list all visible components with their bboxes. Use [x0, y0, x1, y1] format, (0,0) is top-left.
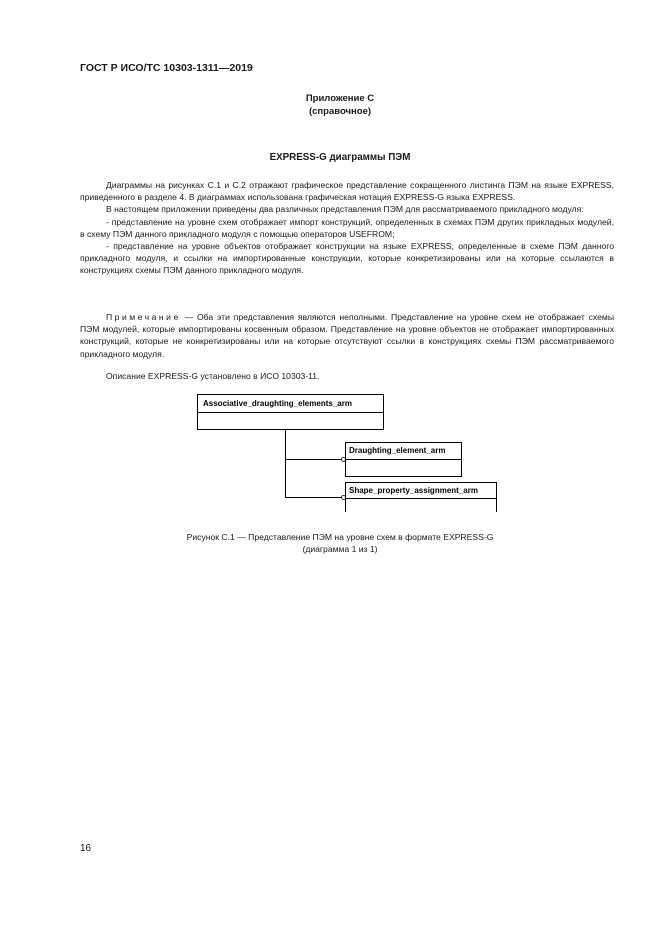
figure-caption — [60, 531, 620, 555]
section-title: EXPRESS-G диаграммы ПЭМ — [269, 152, 411, 163]
description-paragraph — [80, 370, 614, 382]
figure-caption-line2: (диаграмма 1 из 1) — [302, 544, 378, 554]
note — [80, 311, 614, 360]
connector-end-circle-1 — [342, 458, 346, 462]
paragraph-2: В настоящем приложении приведены два различных представления ПЭМ для рассматриваемого прикладного модуля: — [106, 204, 584, 215]
page-number: 16 — [80, 843, 92, 854]
document-header: ГОСТ Р ИСО/ТС 10303-1311—2019 — [80, 62, 253, 74]
paragraph-3: - представление на уровне схем отображает импорт конструкций, определенных в схемах ПЭМ других прикладных модулей, в схему ПЭМ данного прикладного модуля с помощью операторов USEFROM; — [80, 216, 614, 239]
annex-title: Приложение С — [305, 93, 375, 104]
express-g-diagram — [190, 392, 510, 512]
child2-schema-label: Shape_property_assignment_arm — [349, 486, 478, 495]
note-text: — Оба эти представления являются неполными. Представление на уровне схем не отображает схемы ПЭМ модулей, которые импортированы косвенным образом. Представление на уровне объектов не отображает импортированных конструкций, которые не конкретизированы или на которые отсутствуют ссылки в конструкциях схемы ПЭМ рассматриваемого прикладного модуля. — [80, 312, 614, 359]
paragraph-1: Диаграммы на рисунках С.1 и С.2 отражают графическое представление сокращенного листинга ПЭМ на языке EXPRESS, приведенного в разделе 4. В диаграммах использована графическая нотация EXPRESS-G языка EXPRESS. — [80, 180, 614, 203]
body-text — [80, 179, 614, 277]
description-text: Описание EXPRESS-G установлено в ИСО 10303-11. — [106, 371, 320, 381]
main-schema-label: Associative_draughting_elements_arm — [203, 399, 352, 408]
figure-caption-line1: Рисунок С.1 — Представление ПЭМ на уровне схем в формате EXPRESS-G — [186, 532, 494, 542]
child1-schema-label: Draughting_element_arm — [349, 446, 446, 455]
paragraph-4: - представление на уровне объектов отображает конструкции на языке EXPRESS, определенные в схеме ПЭМ данного прикладного модуля, и ссылки на импортированные конструкции, которые конкретизированы или на которые ссылаются в конструкциях схемы ПЭМ данного прикладного модуля. — [80, 241, 614, 276]
connector-end-circle-2 — [342, 496, 346, 500]
annex-subtitle: (справочное) — [308, 106, 372, 117]
note-label: Примечание — [106, 312, 181, 322]
